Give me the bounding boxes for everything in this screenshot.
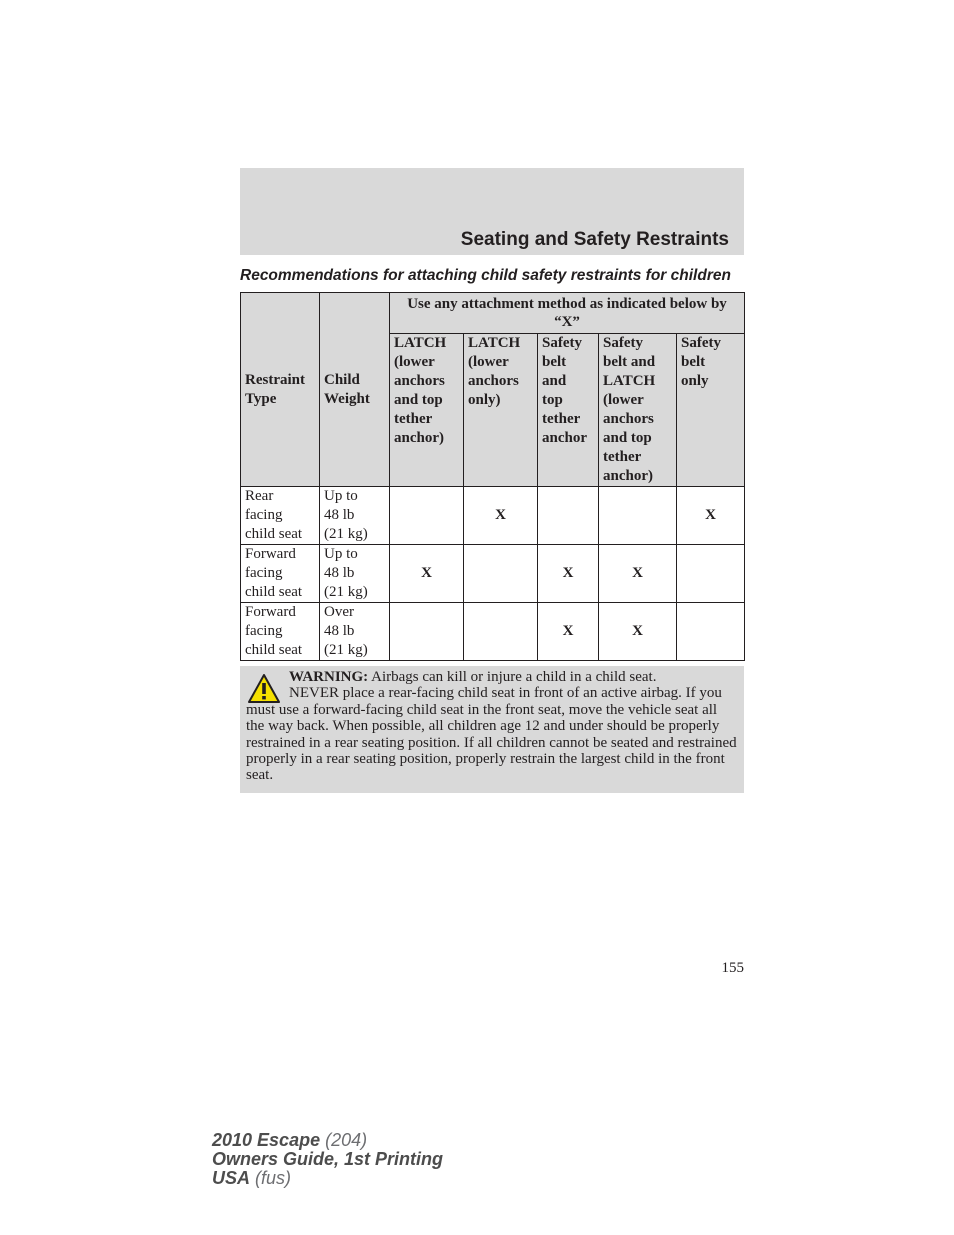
table-row bbox=[241, 487, 745, 545]
method-mark-cell bbox=[464, 603, 538, 661]
header-method-belt-tether: Safety belt and top tether anchor bbox=[538, 334, 599, 487]
header-child-weight: Child Weight bbox=[320, 293, 390, 487]
header-method-latch-only: LATCH (lower anchors only) bbox=[464, 334, 538, 487]
method-mark-cell: X bbox=[538, 603, 599, 661]
header-restraint-type: Restraint Type bbox=[241, 293, 320, 487]
method-mark-cell: X bbox=[677, 487, 745, 545]
child-weight-cell: Over 48 lb (21 kg) bbox=[320, 603, 390, 661]
method-mark-cell: X bbox=[390, 545, 464, 603]
warning-first-line: Airbags can kill or injure a child in a child seat. bbox=[371, 669, 657, 685]
header-attachment-method: Use any attachment method as indicated below by “X” bbox=[390, 293, 745, 334]
section-title: Seating and Safety Restraints bbox=[460, 229, 729, 250]
footer-market-code: (fus) bbox=[255, 1168, 292, 1188]
method-mark-cell bbox=[390, 603, 464, 661]
restraint-type-cell: Forward facing child seat bbox=[241, 603, 320, 661]
document-footer bbox=[212, 1131, 443, 1188]
section-header-band bbox=[240, 168, 744, 255]
child-weight-cell: Up to 48 lb (21 kg) bbox=[320, 487, 390, 545]
header-method-belt-only: Safety belt only bbox=[677, 334, 745, 487]
table-caption: Recommendations for attaching child safety restraints for children bbox=[240, 267, 731, 284]
page-number: 155 bbox=[721, 960, 744, 976]
warning-body: NEVER place a rear-facing child seat in front of an active airbag. If you must use a forward-facing child seat in the front seat, move the vehicle seat all the way back. When possible, all children age 12 and under should be properly restrained in a rear seating position. If all children cannot be seated and restrained properly in a rear seating position, properly restrain the largest child in the front seat. bbox=[246, 685, 737, 784]
footer-model: 2010 Escape bbox=[212, 1130, 321, 1150]
header-method-belt-latch: Safety belt and LATCH (lower anchors and top tether anchor) bbox=[599, 334, 677, 487]
table-row bbox=[241, 545, 745, 603]
method-mark-cell: X bbox=[599, 603, 677, 661]
warning-label: WARNING: bbox=[289, 669, 369, 685]
warning-text bbox=[246, 669, 738, 784]
method-mark-cell bbox=[677, 603, 745, 661]
method-mark-cell bbox=[677, 545, 745, 603]
method-mark-cell bbox=[390, 487, 464, 545]
method-mark-cell: X bbox=[538, 545, 599, 603]
restraint-type-cell: Rear facing child seat bbox=[241, 487, 320, 545]
method-mark-cell: X bbox=[599, 545, 677, 603]
table-row bbox=[241, 603, 745, 661]
child-weight-cell: Up to 48 lb (21 kg) bbox=[320, 545, 390, 603]
method-mark-cell bbox=[464, 545, 538, 603]
header-method-latch-tether: LATCH (lower anchors and top tether anchor) bbox=[390, 334, 464, 487]
footer-printing: Owners Guide, 1st Printing bbox=[212, 1149, 444, 1169]
warning-box bbox=[240, 666, 744, 793]
restraint-table bbox=[240, 292, 745, 661]
method-mark-cell bbox=[538, 487, 599, 545]
method-mark-cell: X bbox=[464, 487, 538, 545]
footer-market: USA bbox=[212, 1168, 251, 1188]
footer-model-code: (204) bbox=[325, 1130, 368, 1150]
method-mark-cell bbox=[599, 487, 677, 545]
restraint-type-cell: Forward facing child seat bbox=[241, 545, 320, 603]
